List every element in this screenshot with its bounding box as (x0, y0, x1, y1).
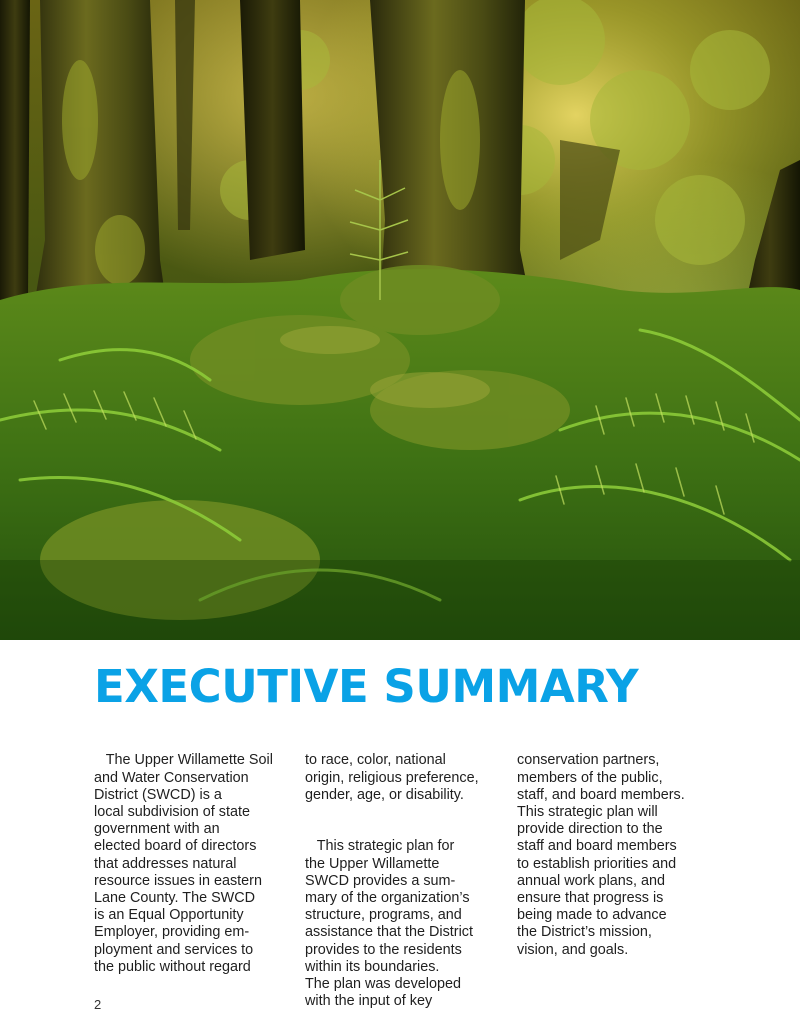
body-column-1 (94, 718, 289, 993)
page-number: 2 (94, 997, 102, 1012)
paragraph-strategic-plan: This strategic plan for the Upper Willamette SWCD provides a sum- mary of the organization’s structure, programs, and assistance that the District provides to the residents within its boundaries. The plan was developed with the input of key (305, 838, 473, 1010)
paragraph-intro: The Upper Willamette Soil and Water Conservation District (SWCD) is a local subdivision of state government with an elected board of directors that addresses natural resource issues in eastern Lane County. The SWCD is an Equal Opportunity Employer, providing em- ployment and services to the public without regard (94, 752, 273, 975)
paragraph-strategic-plan-continued: conservation partners, members of the public, staff, and board members. This strategic plan will provide direction to the staff and board members to establish priorities and annual work plans, and ensure that progress is being made to advance the District’s mission, vision, and goals. (517, 752, 685, 958)
page-title: EXECUTIVE SUMMARY (94, 660, 639, 713)
body-column-2 (305, 718, 505, 1028)
body-column-3 (517, 718, 717, 976)
paragraph-intro-continued: to race, color, national origin, religious preference, gender, age, or disability. (305, 752, 479, 803)
